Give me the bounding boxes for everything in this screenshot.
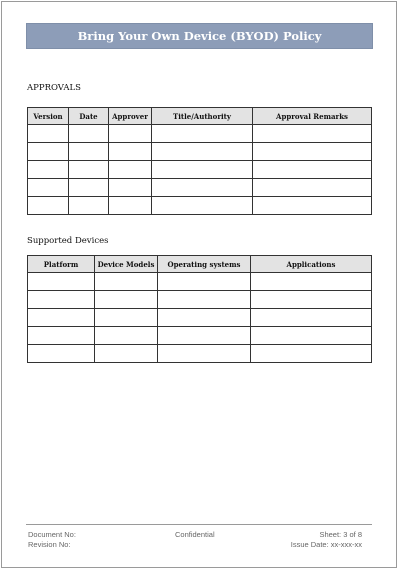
approvals-table-cell[interactable]: [69, 143, 109, 161]
devices-table-cell[interactable]: [158, 327, 251, 345]
approvals-table-cell[interactable]: [69, 197, 109, 215]
devices-table-cell[interactable]: [251, 345, 372, 363]
approvals-header-date: Date: [69, 108, 109, 125]
approvals-table-row: [28, 125, 372, 143]
footer-confidential: Confidential: [175, 530, 215, 539]
devices-table-cell[interactable]: [158, 345, 251, 363]
devices-table-row: [28, 273, 372, 291]
approvals-table-cell[interactable]: [28, 125, 69, 143]
devices-table-cell[interactable]: [28, 291, 95, 309]
devices-table-row: [28, 291, 372, 309]
footer-revision-no: Revision No:: [28, 540, 71, 549]
devices-header-platform: Platform: [28, 256, 95, 273]
footer-divider: [26, 524, 372, 525]
devices-table-cell[interactable]: [251, 291, 372, 309]
approvals-table-cell[interactable]: [109, 179, 152, 197]
approvals-table-cell[interactable]: [69, 161, 109, 179]
devices-header-applications: Applications: [251, 256, 372, 273]
devices-table-cell[interactable]: [251, 273, 372, 291]
devices-table-cell[interactable]: [28, 345, 95, 363]
approvals-table-cell[interactable]: [152, 197, 253, 215]
approvals-table-cell[interactable]: [253, 125, 372, 143]
devices-table-cell[interactable]: [28, 327, 95, 345]
devices-table-cell[interactable]: [158, 309, 251, 327]
supported-devices-table: [27, 255, 372, 363]
approvals-table-cell[interactable]: [28, 197, 69, 215]
approvals-table-cell[interactable]: [152, 125, 253, 143]
approvals-table-row: [28, 197, 372, 215]
approvals-header-row: [28, 108, 372, 125]
approvals-table-cell[interactable]: [152, 161, 253, 179]
devices-header-row: [28, 256, 372, 273]
approvals-table-cell[interactable]: [28, 179, 69, 197]
page-title: Bring Your Own Device (BYOD) Policy: [26, 23, 373, 49]
approvals-header-approval-remarks: Approval Remarks: [253, 108, 372, 125]
devices-table-cell[interactable]: [95, 309, 158, 327]
devices-table-cell[interactable]: [95, 273, 158, 291]
devices-table-cell[interactable]: [95, 327, 158, 345]
footer-document-no: Document No:: [28, 530, 76, 539]
footer-issue-date: Issue Date: xx-xxx-xx: [290, 540, 362, 549]
devices-table-cell[interactable]: [95, 345, 158, 363]
devices-table-cell[interactable]: [251, 327, 372, 345]
approvals-table-cell[interactable]: [28, 161, 69, 179]
devices-table-cell[interactable]: [158, 291, 251, 309]
devices-table-row: [28, 309, 372, 327]
approvals-table-row: [28, 143, 372, 161]
devices-table-cell[interactable]: [158, 273, 251, 291]
approvals-table-cell[interactable]: [28, 143, 69, 161]
approvals-header-approver: Approver: [109, 108, 152, 125]
supported-devices-section-label: Supported Devices: [27, 236, 109, 246]
approvals-table-cell[interactable]: [109, 197, 152, 215]
approvals-table-row: [28, 179, 372, 197]
approvals-table-cell[interactable]: [109, 161, 152, 179]
devices-header-device-models: Device Models: [95, 256, 158, 273]
devices-table-row: [28, 327, 372, 345]
footer-sheet-number: Sheet: 3 of 8: [319, 530, 362, 539]
approvals-table-cell[interactable]: [253, 161, 372, 179]
approvals-header-version: Version: [28, 108, 69, 125]
approvals-table: [27, 107, 372, 215]
devices-table-cell[interactable]: [28, 273, 95, 291]
approvals-table-cell[interactable]: [69, 179, 109, 197]
devices-table-cell[interactable]: [251, 309, 372, 327]
devices-table-row: [28, 345, 372, 363]
approvals-table-cell[interactable]: [109, 143, 152, 161]
approvals-section-label: APPROVALS: [27, 83, 81, 93]
devices-table-cell[interactable]: [28, 309, 95, 327]
approvals-table-cell[interactable]: [152, 143, 253, 161]
devices-header-operating-systems: Operating systems: [158, 256, 251, 273]
approvals-table-cell[interactable]: [109, 125, 152, 143]
approvals-table-cell[interactable]: [69, 125, 109, 143]
approvals-table-row: [28, 161, 372, 179]
approvals-table-cell[interactable]: [253, 179, 372, 197]
approvals-table-cell[interactable]: [253, 143, 372, 161]
approvals-header-title-authority: Title/Authority: [152, 108, 253, 125]
approvals-table-cell[interactable]: [253, 197, 372, 215]
devices-table-cell[interactable]: [95, 291, 158, 309]
approvals-table-cell[interactable]: [152, 179, 253, 197]
